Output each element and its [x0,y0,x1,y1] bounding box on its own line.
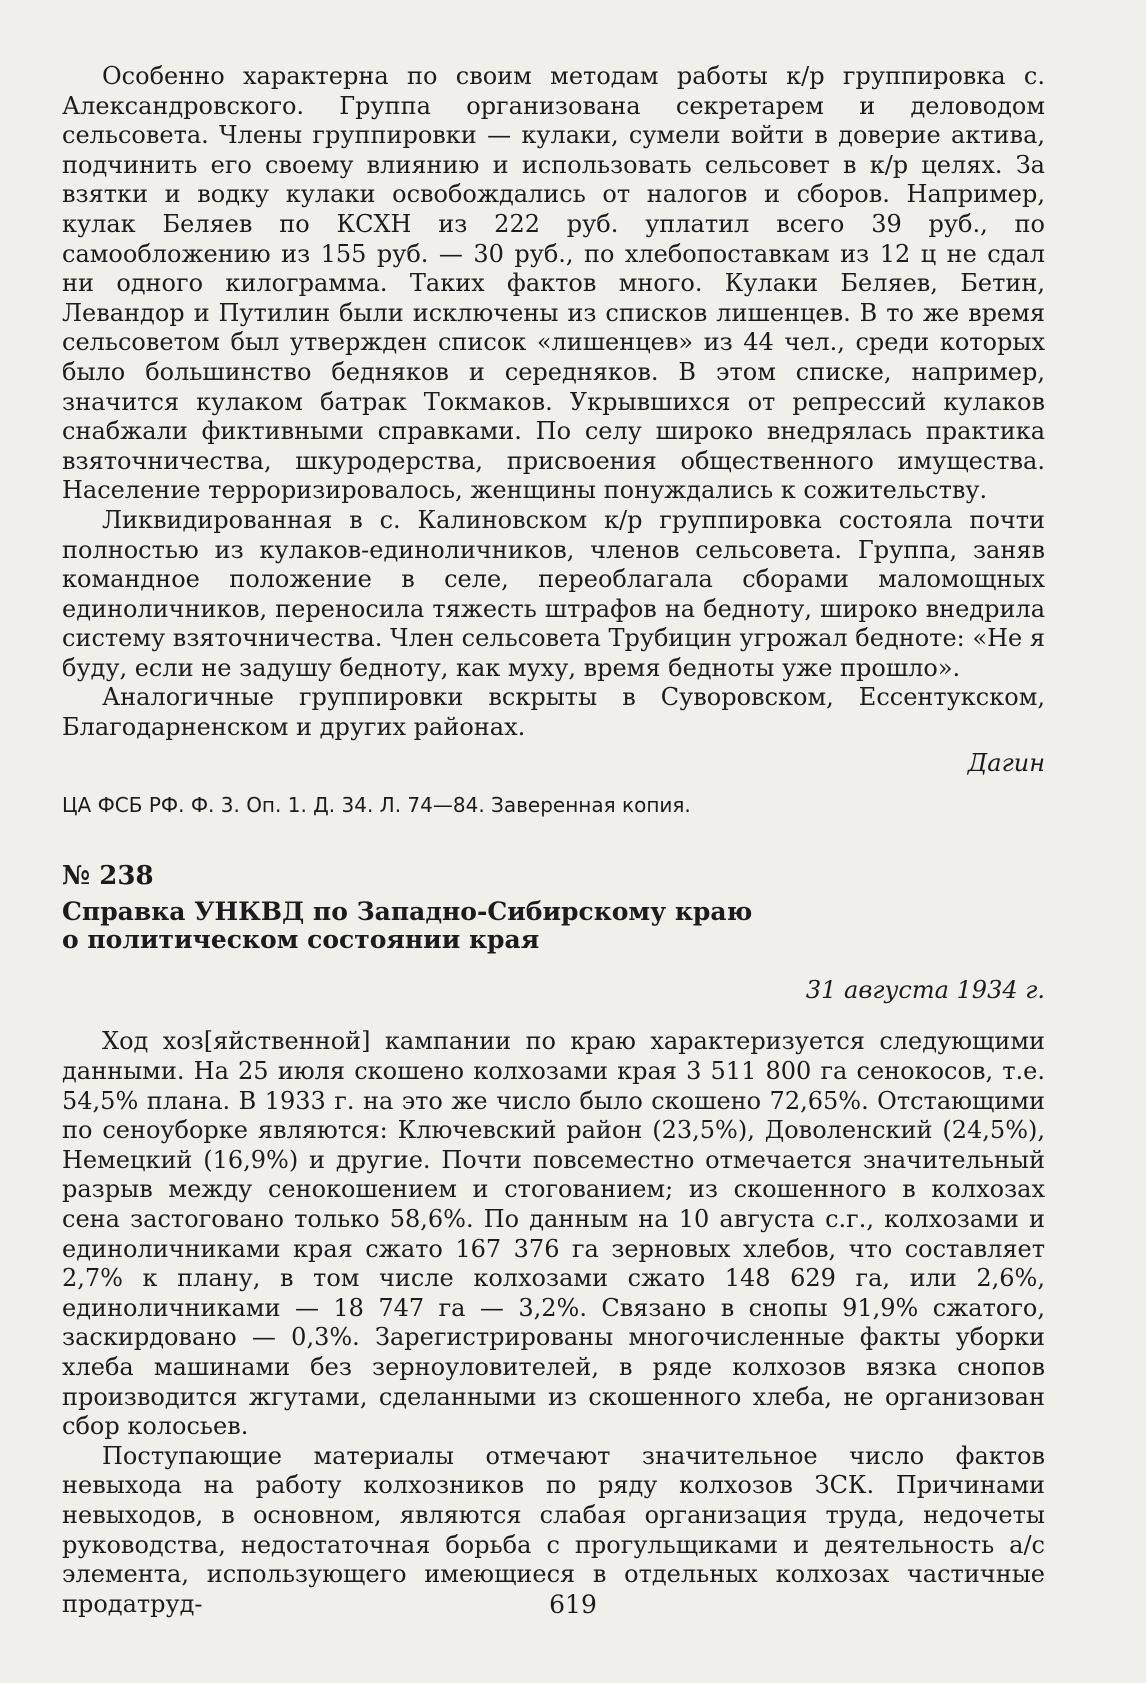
paragraph-kalinovskoe: Ликвидированная в с. Калиновском к/р группировка состояла почти полностью из кулаков-единоличников, членов сельсовета. Группа, заняв командное положение в селе, переоблагала сборами маломощных единоличников, переносила тяжесть штрафов на бедноту, широко внедрила систему взяточничества. Член сельсовета Трубицин угрожал бедноте: «Не я буду, если не задушу бедноту, как муху, время бедноты уже прошло». [62,505,1045,682]
document-title [62,898,1045,954]
document-title-line-1: Справка УНКВД по Западно-Сибирскому краю [62,896,753,926]
paragraph-similar-groups: Аналогичные группировки вскрыты в Суворовском, Ессентукском, Благодарненском и других районах. [62,683,1045,742]
paragraph-aleksandrovskoe: Особенно характерна по своим методам работы к/р группировка с. Александровского. Группа организована секретарем и деловодом сельсовета. Члены группировки — кулаки, сумели войти в доверие актива, подчинить его своему влиянию и использовать сельсовет в к/р целях. За взятки и водку кулаки освобождались от налогов и сборов. Например, кулак Беляев по КСХН из 222 руб. уплатил всего 39 руб., по самообложению из 155 руб. — 30 руб., по хлебопоставкам из 12 ц не сдал ни одного килограмма. Таких фактов много. Кулаки Беляев, Бетин, Левандор и Путилин были исключены из списков лишенцев. В то же время сельсоветом был утвержден список «лишенцев» из 44 чел., среди которых было большинство бедняков и середняков. В этом списке, например, значится кулаком батрак Токмаков. Укрывшихся от репрессий кулаков снабжали фиктивными справками. По селу широко внедрялась практика взяточничества, шкуродерства, присвоения общественного имущества. Население терроризировалось, женщины понуждались к сожительству. [62,62,1045,505]
document-number: № 238 [62,861,154,892]
page-body [62,62,1045,1619]
signature: Дагин [967,748,1045,777]
page-number: 619 [549,1590,597,1619]
document-title-line-2: о политическом состоянии края [62,924,540,954]
document-date: 31 августа 1934 г. [805,975,1045,1004]
paragraph-absenteeism: Поступающие материалы отмечают значительное число фактов невыхода на работу колхозников по ряду колхозов ЗСК. Причинами невыходов, в основном, являются слабая организация труда, недочеты руководства, недостаточная борьба с прогульщиками и деятельность а/с элемента, использующего имеющиеся в отдельных колхозах частичные продатруд- [62,1441,1045,1618]
paragraph-harvest-campaign: Ход хоз[яйственной] кампании по краю характеризуется следующими данными. На 25 июля скошено колхозами края 3 511 800 га сенокосов, т.е. 54,5% плана. В 1933 г. на это же число было скошено 72,65%. Отстающими по сеноуборке являются: Ключевский район (23,5%), Доволенский (24,5%), Немецкий (16,9%) и другие. Почти повсеместно отмечается значительный разрыв между сенокошением и стогованием; из скошенного в колхозах сена застоговано только 58,6%. По данным на 10 августа с.г., колхозами и единоличниками края сжато 167 376 га зерновых хлебов, что составляет 2,7% к плану, в том числе колхозами сжато 148 629 га, или 2,6%, единоличниками — 18 747 га — 3,2%. Связано в снопы 91,9% сжатого, заскирдовано — 0,3%. Зарегистрированы многочисленные факты уборки хлеба машинами без зерноуловителей, в ряде колхозов вязка снопов производится жгутами, сделанными из скошенного хлеба, не организован сбор колосьев. [62,1027,1045,1441]
archive-source: ЦА ФСБ РФ. Ф. 3. Оп. 1. Д. 34. Л. 74—84. Заверенная копия. [62,793,691,818]
